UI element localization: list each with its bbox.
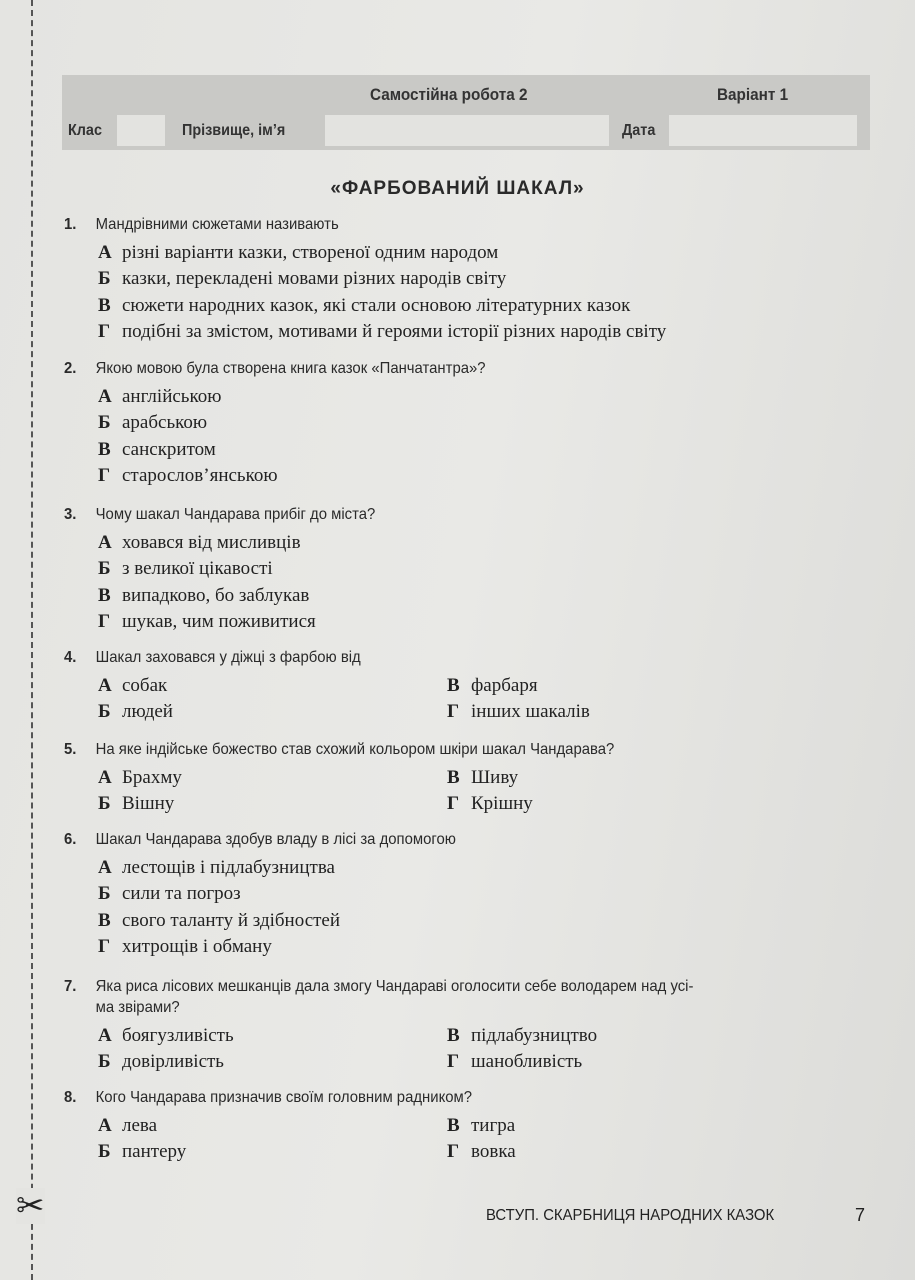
- option-letter: А: [98, 767, 112, 788]
- question-prompt: Шакал Чандарава здобув владу в лісі за допомогою: [95, 831, 456, 848]
- option-letter: В: [98, 584, 111, 606]
- option[interactable]: [98, 1113, 447, 1139]
- option-text: собак: [122, 675, 168, 696]
- option[interactable]: [98, 791, 447, 817]
- option-letter: Б: [98, 412, 111, 434]
- option-letter: А: [98, 857, 112, 878]
- option-letter: В: [98, 294, 111, 316]
- question-text: [64, 647, 864, 668]
- question-prompt: Якою мовою була створена книга казок «Панчатантра»?: [95, 360, 486, 377]
- option-text: інших шакалів: [471, 701, 590, 723]
- option-text: шанобливість: [471, 1051, 583, 1073]
- option-letter: А: [98, 675, 112, 696]
- option-letter: В: [447, 1115, 460, 1136]
- options: [98, 765, 864, 818]
- option[interactable]: [98, 583, 864, 609]
- option[interactable]: [98, 266, 864, 292]
- question-text-cont: ма звірами?: [95, 999, 180, 1016]
- option-letter: А: [98, 1115, 112, 1136]
- variant-label: Варіант 1: [717, 85, 789, 104]
- class-label: Клас: [68, 122, 102, 139]
- question-3: [64, 504, 864, 635]
- option[interactable]: [98, 1049, 447, 1075]
- option-text: людей: [122, 701, 173, 723]
- name-label: Прізвище, ім’я: [182, 122, 286, 139]
- option-letter: Б: [98, 268, 111, 290]
- option-letter: А: [98, 532, 112, 553]
- option-text: боягузливість: [122, 1025, 234, 1046]
- option[interactable]: [447, 1113, 847, 1139]
- page-number: 7: [855, 1205, 866, 1225]
- class-field[interactable]: [117, 115, 165, 146]
- question-number: 8.: [64, 1089, 77, 1106]
- question-number: 3.: [64, 506, 77, 523]
- option[interactable]: [447, 673, 847, 699]
- question-text: [64, 976, 864, 997]
- option-text: Брахму: [122, 767, 182, 788]
- date-label: Дата: [622, 122, 656, 139]
- option-letter: Б: [98, 793, 111, 815]
- options: [98, 673, 864, 726]
- option-letter: Г: [98, 464, 111, 486]
- option-text: ховався від мисливців: [122, 532, 301, 553]
- options: [98, 384, 864, 489]
- option[interactable]: [447, 765, 847, 791]
- question-prompt: Мандрівними сюжетами називають: [95, 216, 339, 233]
- option-text: тигра: [471, 1115, 516, 1136]
- option-text: з великої цікавості: [122, 558, 273, 580]
- option-text: хитрощів і обману: [122, 935, 272, 957]
- option[interactable]: [98, 673, 447, 699]
- options: [98, 530, 864, 635]
- scissors-icon: ✂: [16, 1187, 45, 1225]
- option-text: випадково, бо заблукав: [122, 584, 310, 606]
- question-7: [64, 976, 864, 1076]
- question-number: 4.: [64, 649, 77, 666]
- option-letter: А: [98, 386, 112, 407]
- question-text: [64, 1087, 864, 1108]
- option[interactable]: [98, 293, 864, 319]
- question-number: 2.: [64, 360, 77, 377]
- question-prompt: Шакал заховався у діжці з фарбою від: [95, 649, 361, 666]
- option-letter: Г: [98, 610, 111, 632]
- options: [98, 855, 864, 960]
- options: [98, 1113, 864, 1166]
- option[interactable]: [447, 1023, 847, 1049]
- date-field[interactable]: [669, 115, 857, 146]
- option-letter: Б: [98, 1051, 111, 1073]
- option[interactable]: [98, 934, 864, 960]
- option-text: шукав, чим поживитися: [122, 610, 316, 632]
- option-text: пантеру: [122, 1141, 187, 1163]
- option-text: арабською: [122, 412, 208, 434]
- option-text: вовка: [471, 1141, 516, 1163]
- option-text: англійською: [122, 386, 222, 407]
- page-title: «ФАРБОВАНИЙ ШАКАЛ»: [330, 178, 585, 199]
- option-text: свого таланту й здібностей: [122, 909, 341, 931]
- option-letter: Г: [98, 935, 111, 957]
- question-prompt: На яке індійське божество став схожий кольором шкіри шакал Чандарава?: [95, 741, 615, 758]
- option-text: підлабузництво: [471, 1025, 598, 1046]
- option-text: фарбаря: [471, 675, 538, 696]
- option-letter: А: [98, 1025, 112, 1046]
- option[interactable]: [98, 881, 864, 907]
- option-letter: В: [447, 675, 460, 696]
- option-letter: Б: [98, 558, 111, 580]
- option[interactable]: [447, 699, 847, 725]
- question-8: [64, 1087, 864, 1166]
- question-text: [64, 739, 864, 760]
- question-number: 7.: [64, 978, 77, 995]
- options: [98, 240, 864, 345]
- option-text: лева: [122, 1115, 158, 1136]
- question-text: [64, 358, 864, 379]
- option-text: Шиву: [471, 767, 519, 788]
- option-letter: Г: [447, 701, 460, 723]
- option-text: Вішну: [122, 793, 175, 815]
- question-prompt: Яка риса лісових мешканців дала змогу Чандараві оголосити себе володарем над усі-: [95, 978, 694, 995]
- option[interactable]: [98, 1023, 447, 1049]
- option[interactable]: [98, 240, 864, 266]
- option[interactable]: [98, 1139, 447, 1165]
- question-text: [64, 214, 864, 235]
- option-letter: А: [98, 242, 112, 263]
- question-text: [64, 504, 864, 525]
- option[interactable]: [98, 530, 864, 556]
- options: [98, 1023, 864, 1076]
- option-letter: В: [98, 438, 111, 460]
- option-letter: Б: [98, 1141, 111, 1163]
- option-text: сили та погроз: [122, 883, 241, 905]
- option-letter: Г: [447, 793, 460, 815]
- option[interactable]: [98, 765, 447, 791]
- question-4: [64, 647, 864, 726]
- option[interactable]: [98, 463, 864, 489]
- option-text: довірливість: [122, 1051, 224, 1073]
- option-letter: Г: [447, 1141, 460, 1163]
- option-letter: Г: [447, 1051, 460, 1073]
- option-text: лестощів і підлабузництва: [122, 857, 335, 878]
- option-text: санскритом: [122, 438, 216, 460]
- name-field[interactable]: [325, 115, 609, 146]
- option[interactable]: [98, 319, 864, 345]
- option-text: подібні за змістом, мотивами й героями історії різних народів світу: [122, 320, 667, 342]
- question-prompt: Чому шакал Чандарава прибіг до міста?: [95, 506, 376, 523]
- question-text: [64, 829, 864, 850]
- question-prompt: Кого Чандарава призначив своїм головним радником?: [95, 1089, 473, 1106]
- option-letter: Б: [98, 883, 111, 905]
- option[interactable]: [98, 384, 864, 410]
- header-box: [62, 75, 870, 150]
- question-1: [64, 214, 864, 345]
- option[interactable]: [98, 410, 864, 436]
- option-text: казки, перекладені мовами різних народів світу: [122, 268, 507, 290]
- question-5: [64, 739, 864, 818]
- question-number: 1.: [64, 216, 77, 233]
- question-2: [64, 358, 864, 489]
- option[interactable]: [98, 609, 864, 635]
- option-text: Крішну: [471, 793, 533, 815]
- option[interactable]: [98, 855, 864, 881]
- work-title: Самостійна робота 2: [370, 85, 528, 104]
- option-text: різні варіанти казки, створеної одним народом: [122, 242, 499, 263]
- option-letter: В: [98, 909, 111, 931]
- option[interactable]: [447, 1139, 847, 1165]
- option[interactable]: [98, 556, 864, 582]
- footer-section: ВСТУП. СКАРБНИЦЯ НАРОДНИХ КАЗОК: [486, 1207, 775, 1224]
- option[interactable]: [98, 699, 447, 725]
- option-text: старослов’янською: [122, 464, 278, 486]
- option[interactable]: [98, 437, 864, 463]
- question-number: 6.: [64, 831, 77, 848]
- option-letter: Г: [98, 320, 111, 342]
- option[interactable]: [447, 791, 847, 817]
- option[interactable]: [447, 1049, 847, 1075]
- option[interactable]: [98, 908, 864, 934]
- question-number: 5.: [64, 741, 77, 758]
- option-text: сюжети народних казок, які стали основою літературних казок: [122, 294, 631, 316]
- option-letter: В: [447, 1025, 460, 1046]
- option-letter: Б: [98, 701, 111, 723]
- question-6: [64, 829, 864, 960]
- option-letter: В: [447, 767, 460, 788]
